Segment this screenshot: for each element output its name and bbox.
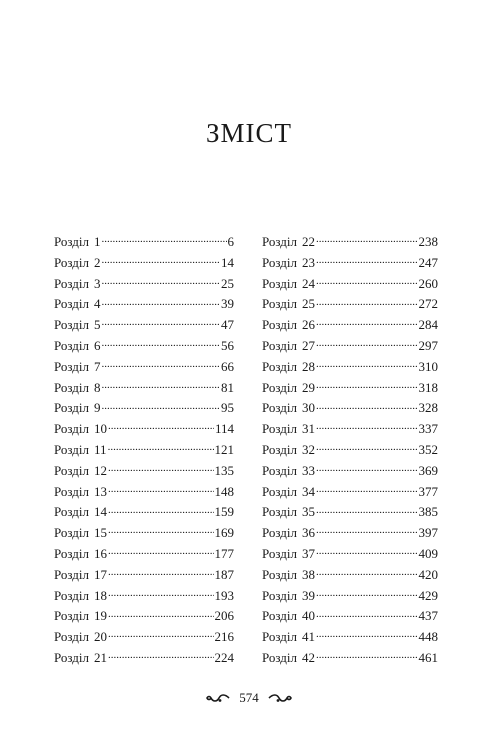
toc-entry-label: Розділ: [54, 483, 90, 499]
toc-entry: [262, 544, 438, 565]
toc-dot-leader: [316, 505, 417, 517]
toc-entry-chapter-number: 41: [302, 629, 316, 645]
toc-entry: [54, 336, 234, 357]
toc-entry: [54, 294, 234, 315]
toc-entry-chapter-number: 5: [94, 317, 101, 333]
toc-entry-page-number: 328: [418, 400, 438, 416]
toc-entry-label: Розділ: [262, 525, 298, 541]
swirl-ornament-left-icon: [205, 692, 231, 704]
toc-entry-page-number: 148: [214, 483, 234, 499]
toc-entry: [262, 461, 438, 482]
toc-entry-chapter-number: 33: [302, 462, 316, 478]
toc-entry-page-number: 272: [418, 296, 438, 312]
toc-entry-page-number: 352: [418, 441, 438, 457]
toc-entry-chapter-number: 24: [302, 275, 316, 291]
toc-entry-label: Розділ: [54, 400, 90, 416]
toc-entry-page-number: 177: [214, 545, 234, 561]
toc-entry-chapter-number: 18: [94, 587, 108, 603]
toc-entry-chapter-number: 6: [94, 337, 101, 353]
toc-entry-chapter-number: 7: [94, 358, 101, 374]
toc-entry-chapter-number: 19: [94, 608, 108, 624]
toc-entry-page-number: 429: [418, 587, 438, 603]
toc-entry-page-number: 66: [221, 358, 234, 374]
toc-entry-page-number: 385: [418, 504, 438, 520]
toc-dot-leader: [316, 360, 417, 372]
toc-dot-leader: [316, 277, 417, 289]
toc-entry-chapter-number: 10: [94, 421, 108, 437]
toc-entry-label: Розділ: [54, 358, 90, 374]
toc-entry-chapter-number: 21: [94, 649, 108, 665]
toc-entry-page-number: 216: [214, 629, 234, 645]
toc-entry-page-number: 448: [418, 629, 438, 645]
toc-dot-leader: [102, 297, 220, 309]
toc-entry-label: Розділ: [262, 275, 298, 291]
toc-entry-chapter-number: 17: [94, 566, 108, 582]
toc-entry-page-number: 437: [418, 608, 438, 624]
toc-entry-page-number: 169: [214, 525, 234, 541]
toc-entry-label: Розділ: [54, 545, 90, 561]
toc-entry: [262, 606, 438, 627]
toc-dot-leader: [316, 464, 417, 476]
toc-entry-chapter-number: 42: [302, 649, 316, 665]
toc-entry-label: Розділ: [262, 649, 298, 665]
toc-entry: [262, 294, 438, 315]
toc-dot-leader: [108, 568, 213, 580]
toc-right-column: [262, 232, 438, 669]
toc-entry: [262, 253, 438, 274]
toc-entry: [54, 274, 234, 295]
toc-entry: [54, 357, 234, 378]
toc-entry: [262, 565, 438, 586]
toc-entry-page-number: 193: [214, 587, 234, 603]
toc-entry-label: Розділ: [54, 608, 90, 624]
toc-entry: [54, 523, 234, 544]
toc-dot-leader: [316, 547, 417, 559]
toc-dot-leader: [102, 360, 220, 372]
toc-dot-leader: [316, 651, 417, 663]
toc-entry-label: Розділ: [54, 337, 90, 353]
toc-entry-page-number: 114: [214, 421, 234, 437]
toc-entry-label: Розділ: [262, 234, 298, 249]
toc-entry: [262, 523, 438, 544]
toc-dot-leader: [108, 485, 213, 497]
toc-dot-leader: [316, 422, 417, 434]
toc-entry: [262, 586, 438, 607]
toc-entry-page-number: 247: [418, 254, 438, 270]
toc-entry-page-number: 397: [418, 525, 438, 541]
toc-entry-chapter-number: 3: [94, 275, 101, 291]
toc-entry: [262, 627, 438, 648]
toc-entry: [262, 398, 438, 419]
toc-entry-label: Розділ: [54, 587, 90, 603]
toc-dot-leader: [316, 381, 417, 393]
toc-entry-page-number: 297: [418, 337, 438, 353]
toc-entry: [54, 440, 234, 461]
toc-dot-leader: [108, 589, 213, 601]
toc-dot-leader: [316, 256, 417, 268]
toc-dot-leader: [316, 568, 417, 580]
toc-dot-leader: [316, 339, 417, 351]
toc-entry: [262, 315, 438, 336]
toc-entry-page-number: 238: [418, 234, 438, 249]
toc-entry-page-number: 14: [221, 254, 234, 270]
toc-dot-leader: [108, 464, 213, 476]
toc-entry-label: Розділ: [54, 525, 90, 541]
toc-dot-leader: [102, 381, 220, 393]
toc-entry-page-number: 6: [227, 234, 234, 249]
toc-entry-chapter-number: 35: [302, 504, 316, 520]
toc-entry-label: Розділ: [54, 504, 90, 520]
toc-dot-leader: [108, 630, 213, 642]
toc-dot-leader: [316, 589, 417, 601]
toc-entry-chapter-number: 25: [302, 296, 316, 312]
toc-dot-leader: [102, 401, 220, 413]
toc-dot-leader: [316, 485, 417, 497]
toc-entry: [54, 398, 234, 419]
toc-entry-label: Розділ: [54, 379, 90, 395]
toc-entry-chapter-number: 27: [302, 337, 316, 353]
toc-entry-page-number: 310: [418, 358, 438, 374]
page-title: ЗМІСТ: [205, 118, 293, 148]
page-footer: [0, 690, 498, 706]
toc-left-column: [54, 232, 234, 669]
toc-entry-label: Розділ: [54, 462, 90, 478]
toc-entry-chapter-number: 14: [94, 504, 108, 520]
toc-dot-leader: [316, 443, 417, 455]
toc-entry: [54, 502, 234, 523]
toc-entry: [262, 232, 438, 253]
toc-entry: [54, 565, 234, 586]
toc-entry: [54, 648, 234, 669]
toc-entry-chapter-number: 8: [94, 379, 101, 395]
toc-entry-chapter-number: 15: [94, 525, 108, 541]
toc-entry: [54, 606, 234, 627]
toc-entry-label: Розділ: [262, 254, 298, 270]
toc-entry-label: Розділ: [54, 296, 90, 312]
toc-entry-label: Розділ: [262, 400, 298, 416]
toc-entry-chapter-number: 12: [94, 462, 108, 478]
toc-entry-label: Розділ: [262, 337, 298, 353]
toc-entry-page-number: 25: [221, 275, 234, 291]
toc-dot-leader: [108, 505, 213, 517]
toc-dot-leader: [102, 256, 220, 268]
toc-entry-page-number: 369: [418, 462, 438, 478]
toc-dot-leader: [316, 526, 417, 538]
toc-entry-chapter-number: 16: [94, 545, 108, 561]
toc-dot-leader: [316, 609, 417, 621]
toc-entry-chapter-number: 34: [302, 483, 316, 499]
toc-entry-label: Розділ: [262, 545, 298, 561]
toc-entry-label: Розділ: [262, 587, 298, 603]
toc-entry-label: Розділ: [262, 379, 298, 395]
toc-entry-chapter-number: 29: [302, 379, 316, 395]
toc-entry-label: Розділ: [54, 421, 90, 437]
toc-entry: [54, 315, 234, 336]
toc-entry: [262, 336, 438, 357]
toc-entry: [54, 544, 234, 565]
toc-entry-chapter-number: 2: [94, 254, 101, 270]
toc-entry-label: Розділ: [262, 317, 298, 333]
swirl-ornament-right-icon: [267, 692, 293, 704]
toc-entry: [262, 440, 438, 461]
toc-entry-chapter-number: 4: [94, 296, 101, 312]
toc-entry-page-number: 206: [214, 608, 234, 624]
toc-entry-page-number: 159: [214, 504, 234, 520]
toc-dot-leader: [102, 339, 220, 351]
toc-entry-chapter-number: 22: [302, 234, 316, 249]
toc-entry-page-number: 224: [214, 649, 234, 665]
toc-dot-leader: [108, 547, 213, 559]
toc-entry: [54, 627, 234, 648]
toc-entry-label: Розділ: [54, 317, 90, 333]
toc-entry-chapter-number: 31: [302, 421, 316, 437]
toc-entry-chapter-number: 11: [94, 441, 107, 457]
toc-entry: [262, 419, 438, 440]
toc-entry-page-number: 56: [221, 337, 234, 353]
toc-dot-leader: [316, 401, 417, 413]
toc-entry-page-number: 135: [214, 462, 234, 478]
toc-dot-leader: [316, 297, 417, 309]
toc-entry-chapter-number: 37: [302, 545, 316, 561]
toc-entry-page-number: 95: [221, 400, 234, 416]
toc-entry-label: Розділ: [262, 421, 298, 437]
toc-entry: [54, 482, 234, 503]
toc-entry: [54, 419, 234, 440]
toc-dot-leader: [108, 443, 214, 455]
toc-entry-chapter-number: 40: [302, 608, 316, 624]
toc-entry-chapter-number: 20: [94, 629, 108, 645]
toc-entry-page-number: 39: [221, 296, 234, 312]
toc-dot-leader: [108, 609, 213, 621]
toc-entry-chapter-number: 26: [302, 317, 316, 333]
toc-entry-label: Розділ: [54, 234, 90, 249]
toc-entry: [54, 232, 234, 253]
toc-dot-leader: [102, 277, 220, 289]
toc-entry-label: Розділ: [262, 296, 298, 312]
toc-dot-leader: [316, 630, 417, 642]
toc-entry-chapter-number: 9: [94, 400, 101, 416]
toc-entry-chapter-number: 36: [302, 525, 316, 541]
toc-entry-page-number: 337: [418, 421, 438, 437]
toc-entry-chapter-number: 13: [94, 483, 108, 499]
toc-entry-label: Розділ: [54, 566, 90, 582]
toc-entry-page-number: 47: [221, 317, 234, 333]
toc-entry-chapter-number: 23: [302, 254, 316, 270]
page-number: 574: [239, 690, 259, 705]
toc-dot-leader: [102, 235, 227, 247]
toc-entry: [262, 648, 438, 669]
toc-dot-leader: [102, 318, 220, 330]
toc-entry-page-number: 187: [214, 566, 234, 582]
toc-entry-chapter-number: 39: [302, 587, 316, 603]
toc-entry-label: Розділ: [262, 608, 298, 624]
toc-entry: [54, 586, 234, 607]
toc-dot-leader: [316, 235, 417, 247]
toc-entry-label: Розділ: [262, 504, 298, 520]
toc-entry-chapter-number: 1: [94, 234, 101, 249]
toc-entry-chapter-number: 38: [302, 566, 316, 582]
toc-entry-page-number: 121: [214, 441, 234, 457]
toc-entry-page-number: 377: [418, 483, 438, 499]
toc-entry-page-number: 420: [418, 566, 438, 582]
toc-dot-leader: [108, 526, 213, 538]
toc-entry: [54, 253, 234, 274]
toc-entry-page-number: 409: [418, 545, 438, 561]
toc-dot-leader: [108, 422, 214, 434]
toc-entry: [262, 502, 438, 523]
toc-entry-label: Розділ: [262, 462, 298, 478]
toc-entry-label: Розділ: [262, 566, 298, 582]
toc-entry: [262, 274, 438, 295]
toc-entry-page-number: 284: [418, 317, 438, 333]
toc-entry-label: Розділ: [262, 441, 298, 457]
toc-entry-label: Розділ: [54, 629, 90, 645]
toc-entry-page-number: 81: [221, 379, 234, 395]
toc-dot-leader: [108, 651, 213, 663]
toc-entry-label: Розділ: [54, 649, 90, 665]
toc-entry: [54, 378, 234, 399]
toc-entry-chapter-number: 28: [302, 358, 316, 374]
toc-entry-chapter-number: 32: [302, 441, 316, 457]
toc-entry-label: Розділ: [54, 441, 90, 457]
toc-entry-page-number: 318: [418, 379, 438, 395]
toc-entry: [262, 378, 438, 399]
toc-entry-chapter-number: 30: [302, 400, 316, 416]
toc-entry-label: Розділ: [262, 629, 298, 645]
toc-entry-label: Розділ: [262, 358, 298, 374]
toc-entry-label: Розділ: [54, 254, 90, 270]
toc-entry: [262, 482, 438, 503]
toc-entry-label: Розділ: [262, 483, 298, 499]
toc-entry: [262, 357, 438, 378]
toc-entry-label: Розділ: [54, 275, 90, 291]
toc-entry-page-number: 461: [418, 649, 438, 665]
toc-dot-leader: [316, 318, 417, 330]
toc-entry-page-number: 260: [418, 275, 438, 291]
toc-entry: [54, 461, 234, 482]
